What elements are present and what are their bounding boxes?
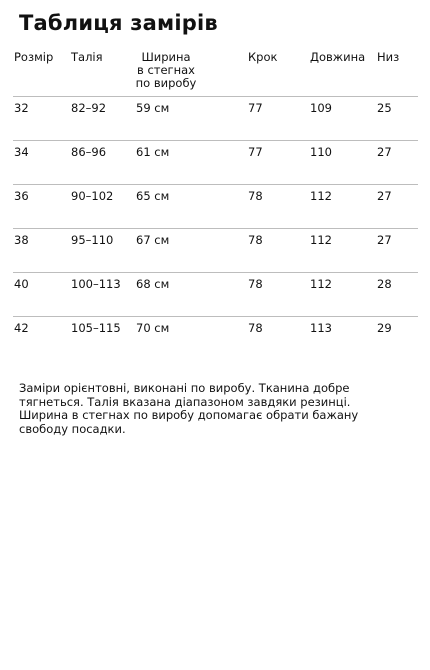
table-row [13, 228, 418, 272]
cell-waist: 95–110 [71, 233, 114, 247]
table-row [13, 140, 418, 184]
cell-inseam: 78 [248, 321, 263, 335]
cell-hem: 27 [377, 145, 392, 159]
table-row [13, 96, 418, 140]
table-row [13, 316, 418, 360]
cell-hips: 61 см [136, 145, 170, 159]
cell-hips: 59 см [136, 101, 170, 115]
cell-size: 32 [14, 101, 29, 115]
cell-hips: 70 см [136, 321, 170, 335]
table-row [13, 272, 418, 316]
header-hips-text: Ширина в стегнах по виробу [135, 50, 197, 90]
header-size: Розмір [14, 50, 54, 64]
cell-size: 36 [14, 189, 29, 203]
header-waist: Талія [71, 50, 103, 64]
header-hem: Низ [377, 50, 400, 64]
cell-size: 42 [14, 321, 29, 335]
cell-inseam: 78 [248, 189, 263, 203]
cell-hem: 25 [377, 101, 392, 115]
cell-hips: 68 см [136, 277, 170, 291]
cell-hem: 28 [377, 277, 392, 291]
cell-length: 113 [310, 321, 332, 335]
cell-hips: 65 см [136, 189, 170, 203]
cell-hem: 29 [377, 321, 392, 335]
cell-hem: 27 [377, 233, 392, 247]
cell-inseam: 77 [248, 101, 263, 115]
cell-length: 112 [310, 189, 332, 203]
cell-waist: 105–115 [71, 321, 121, 335]
cell-hips: 67 см [136, 233, 170, 247]
cell-length: 109 [310, 101, 332, 115]
cell-inseam: 78 [248, 277, 263, 291]
table-row [13, 184, 418, 228]
header-hips [128, 51, 204, 90]
cell-length: 112 [310, 277, 332, 291]
cell-length: 112 [310, 233, 332, 247]
cell-size: 34 [14, 145, 29, 159]
cell-inseam: 78 [248, 233, 263, 247]
header-length: Довжина [310, 50, 366, 64]
cell-waist: 82–92 [71, 101, 107, 115]
page-title: Таблиця замірів [19, 11, 218, 35]
cell-waist: 90–102 [71, 189, 114, 203]
cell-waist: 100–113 [71, 277, 121, 291]
cell-inseam: 77 [248, 145, 263, 159]
cell-size: 38 [14, 233, 29, 247]
cell-waist: 86–96 [71, 145, 107, 159]
size-table [13, 50, 418, 360]
header-inseam: Крок [248, 50, 278, 64]
measurement-note: Заміри орієнтовні, виконані по виробу. Тканина добре тягнеться. Талія вказана діапазоном завдяки резинці. Ширина в стегнах по виробу допомагає обрати бажану свободу посадки. [19, 381, 359, 436]
cell-size: 40 [14, 277, 29, 291]
cell-length: 110 [310, 145, 332, 159]
cell-hem: 27 [377, 189, 392, 203]
table-header-row [13, 50, 418, 96]
